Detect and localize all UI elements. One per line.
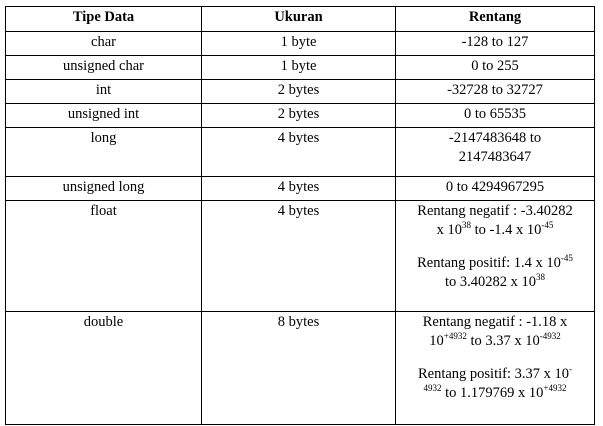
positive-range-line-1 [402, 365, 588, 384]
range-cell: 0 to 255 [396, 56, 595, 80]
size-cell: 8 bytes [202, 312, 396, 425]
type-cell: unsigned char [6, 56, 202, 80]
negative-range-rest [429, 333, 560, 349]
positive-exponent-lead: 4932 [423, 383, 442, 394]
size-cell: 2 bytes [202, 80, 396, 104]
positive-prefix: Rentang positif: 3.37 x 10 [417, 366, 570, 382]
type-cell: double [6, 312, 202, 425]
positive-mid: to 1.179769 x 10 [441, 385, 544, 401]
negative-range [402, 202, 588, 240]
positive-mid: to 3.40282 x 10 [444, 274, 537, 290]
negative-mid: to 3.37 x 10 [466, 333, 540, 349]
negative-mid: to -1.4 x 10 [470, 222, 542, 238]
positive-range-line-2 [402, 384, 588, 403]
range-cell: -32728 to 32727 [396, 80, 595, 104]
range-cell [396, 128, 595, 177]
negative-exponent-2: -45 [541, 220, 554, 231]
type-cell: unsigned int [6, 104, 202, 128]
header-rentang: Rentang [396, 7, 595, 32]
size-cell: 1 byte [202, 56, 396, 80]
positive-exponent-2: +4932 [543, 383, 567, 394]
table-row [6, 104, 595, 128]
positive-range [402, 254, 588, 292]
negative-base-1: x 10 [436, 222, 462, 238]
range-cell: 0 to 4294967295 [396, 177, 595, 201]
negative-range-prefix: Rentang negatif : -3.40282 [417, 203, 573, 219]
negative-exponent-1: +4932 [443, 331, 467, 342]
table-row [6, 80, 595, 104]
range-line-1: -2147483648 to [448, 130, 542, 146]
negative-exponent-2: -4932 [539, 331, 561, 342]
type-cell: char [6, 32, 202, 56]
range-line-2: 2147483647 [458, 149, 532, 165]
size-cell: 4 bytes [202, 177, 396, 201]
table-row [6, 128, 595, 177]
size-cell: 2 bytes [202, 104, 396, 128]
negative-range [402, 313, 588, 351]
table-row [6, 32, 595, 56]
size-cell: 4 bytes [202, 201, 396, 312]
type-cell: float [6, 201, 202, 312]
data-types-table-container [5, 6, 595, 425]
header-row [6, 7, 595, 32]
data-types-table [5, 6, 595, 425]
positive-range-line-1 [402, 254, 588, 273]
header-tipe-data: Tipe Data [6, 7, 202, 32]
type-cell: unsigned long [6, 177, 202, 201]
range-cell [396, 201, 595, 312]
negative-range-rest [437, 222, 554, 238]
positive-range [402, 365, 588, 403]
range-cell [396, 312, 595, 425]
type-cell: int [6, 80, 202, 104]
negative-base-1: 10 [429, 333, 444, 349]
positive-prefix: Rentang positif: 1.4 x 10 [417, 255, 561, 271]
range-cell: 0 to 65535 [396, 104, 595, 128]
type-cell: long [6, 128, 202, 177]
range-cell: -128 to 127 [396, 32, 595, 56]
positive-exponent-1: - [569, 364, 573, 375]
table-row [6, 312, 595, 425]
positive-exponent-2: 38 [536, 272, 546, 283]
table-row [6, 177, 595, 201]
size-cell: 4 bytes [202, 128, 396, 177]
negative-exponent-1: 38 [461, 220, 471, 231]
size-cell: 1 byte [202, 32, 396, 56]
table-row [6, 56, 595, 80]
table-row [6, 201, 595, 312]
positive-range-line-2 [402, 273, 588, 292]
positive-exponent-1: -45 [560, 253, 573, 264]
negative-range-prefix: Rentang negatif : -1.18 x [422, 314, 568, 330]
header-ukuran: Ukuran [202, 7, 396, 32]
